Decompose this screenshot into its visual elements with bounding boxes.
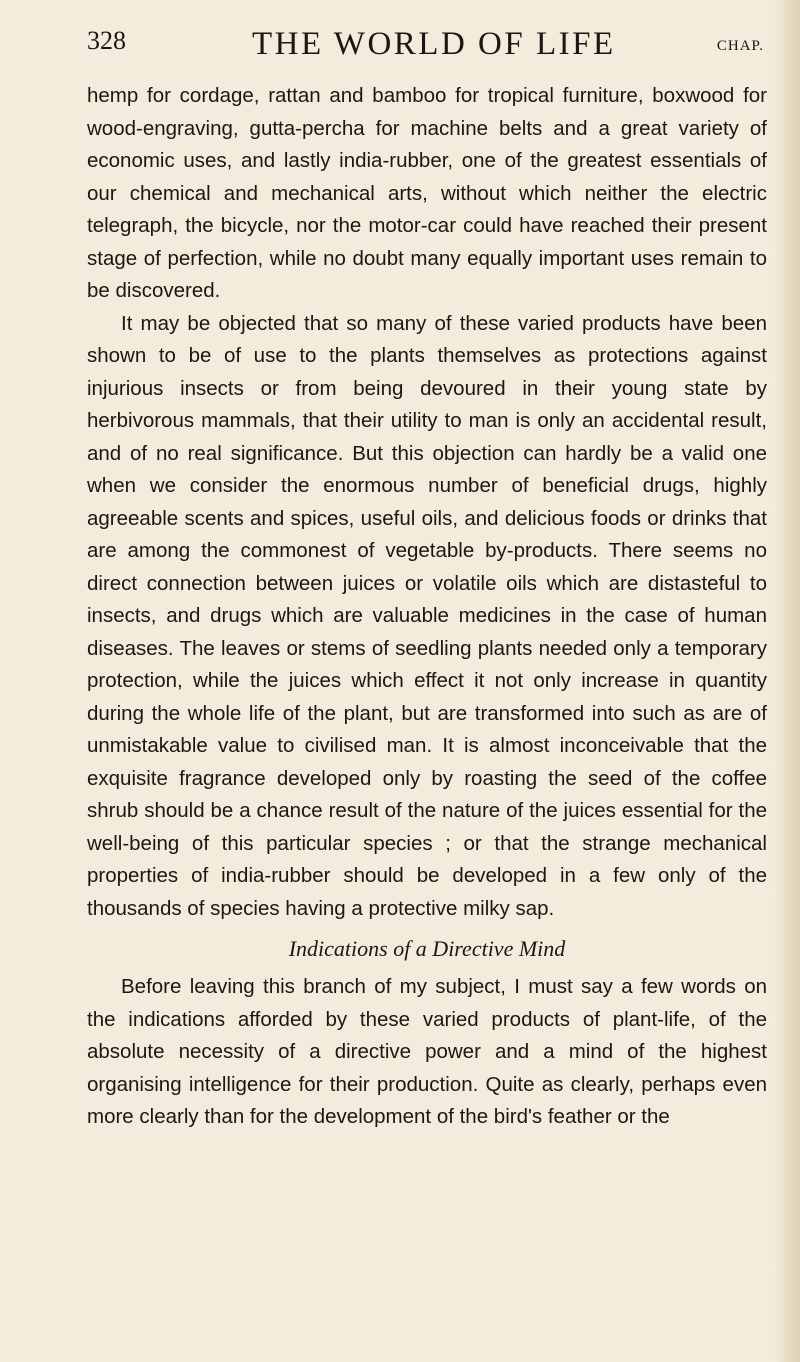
chapter-abbreviation: CHAP. bbox=[716, 38, 764, 54]
page-number: 328 bbox=[87, 26, 126, 55]
section-heading: Indications of a Directive Mind bbox=[288, 936, 566, 961]
paragraph-continued: hemp for cordage, rattan and bamboo for tropical furniture, boxwood for wood-engraving, gutta-percha for machine belts and a great variety of economic uses, and lastly india-rubber, one of the greatest essentials of our chemical and mechanical arts, without which neither the electric telegraph, the bicycle, nor the motor-car could have reached their present stage of perfection, while no doubt many equally important uses remain to be discovered. bbox=[87, 84, 767, 302]
running-head bbox=[87, 26, 767, 66]
section-paragraph: Before leaving this branch of my subject, I must say a few words on the indications afforded by these varied products of plant-life, of the absolute necessity of a directive power and a mind of the highest organising intelligence for their production. Quite as clearly, perhaps even more clearly than for the development of the bird's feather or the bbox=[87, 975, 767, 1128]
paragraph: It may be objected that so many of these varied products have been shown to be of use to the plants themselves as protections against injurious insects or from being devoured in their young state by herbivorous mammals, that their utility to man is only an accidental result, and of no real significance. But this objection can hardly be a valid one when we consider the enormous number of beneficial drugs, highly agreeable scents and spices, useful oils, and delicious foods or drinks that are among the commonest of vegetable by-products. There seems no direct connection between juices or volatile oils which are distasteful to insects, and drugs which are valuable medicines in the case of human diseases. The leaves or stems of seedling plants needed only a temporary protection, while the juices which effect it not only increase in quantity during the whole life of the plant, but are transformed into such as are of unmistakable value to civilised man. It is almost inconceivable that the exquisite fragrance developed only by roasting the seed of the coffee shrub should be a chance result of the nature of the juices essential for the well-being of this particular species ; or that the strange mechanical properties of india-rubber should be developed in a few only of the thousands of species having a protective milky sap. bbox=[87, 311, 767, 920]
page-edge-shadow bbox=[774, 0, 800, 1362]
body-text bbox=[87, 80, 767, 1134]
running-title: THE WORLD OF LIFE bbox=[252, 26, 616, 62]
